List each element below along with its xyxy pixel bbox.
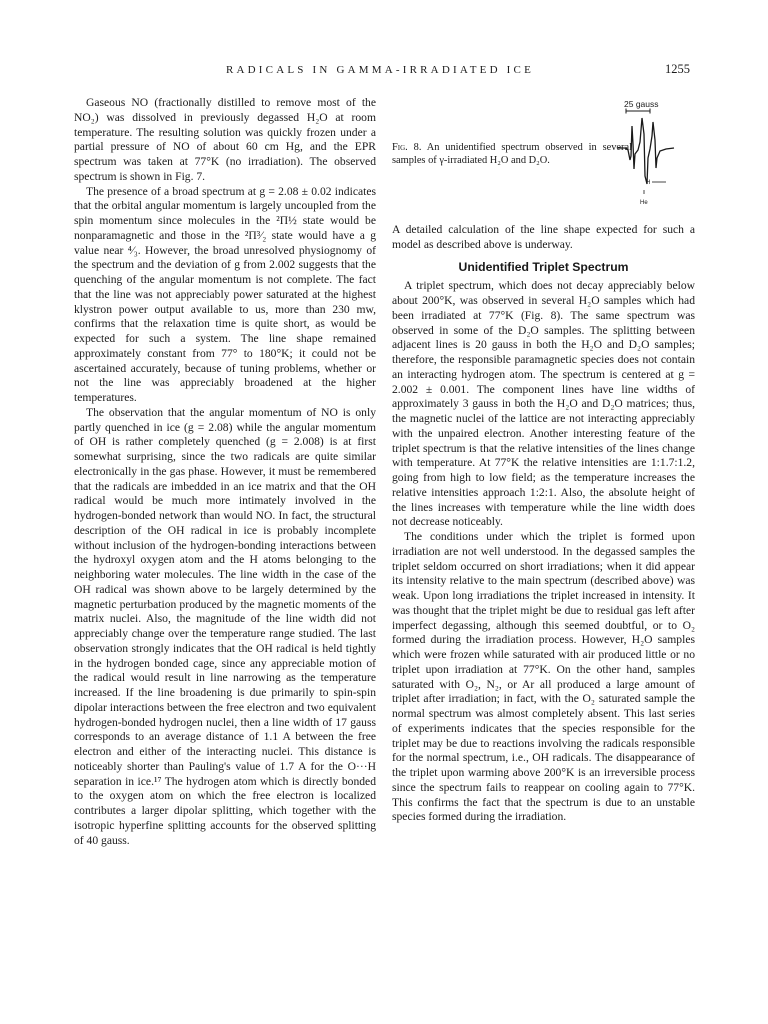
he-marker: He <box>640 200 648 206</box>
paragraph: The presence of a broad spectrum at g = 2.08 ± 0.02 indicates that the orbital angular momentum is largely uncoupled from the spin momentum since molecules in the ²Π½ state would be nonparamagnetic and those in the ²Π³⁄₂ state would have a g value near ⁴⁄₃. However, the broad unresolved physiognomy of the spectrum and the deviation of g from 2.002 suggests that the quenching of the angular momentum is not complete. The fact that the line was not appreciably power saturated at the highest klystron power output available to us, more than 230 mw, confirms that the relaxation time is quite short, as would be expected for such a system. The line shape remained approximately constant from 77° to 180°K; it could not be ascertained accurately, because of tuning problems, whether or not the line was appreciably broadened at the higher temperatures. <box>74 184 376 404</box>
paragraph: The conditions under which the triplet is formed upon irradiation are not well understood. In the degassed samples the triplet seldom occurred on short irradiations; when it did appear its intensity relative to the main spectrum (described above) was weak. Upon long irradiations the triplet increased in intensity. It was thought that the triplet might be due to residual gas left after imperfect degassing, although this seemed doubtful, or to O₂ formed during the irradiation process. However, H₂O samples which were frozen while saturated with air produced little or no triplet upon irradiation at 77°K. On the other hand, samples saturated with O₂, N₂, or Ar all produced a large amount of triplet after irradiation; in fact, with the O₂ saturated sample the normal spectrum was almost completely absent. This last series of experiments indicates that the species responsible for the triplet may be due to reactions involving the radicals responsible for the normal spectrum, i.e., OH radicals. The disappearance of the triplet upon warming above 200°K is an irreversible process since the spectrum fails to reappear on cooling again to 77°K. This confirms the fact that the spectrum is due to an unstable species formed during the irradiation. <box>392 530 695 824</box>
right-column <box>392 223 695 825</box>
h-marker: H <box>646 180 651 186</box>
page-number: 1255 <box>665 62 690 76</box>
section-heading: Unidentified Triplet Spectrum <box>458 259 629 274</box>
figure-8 <box>392 96 704 218</box>
spectrum-trace <box>618 118 674 184</box>
left-column <box>74 96 376 848</box>
figure-caption <box>392 142 632 167</box>
scale-label: 25 gauss <box>624 99 659 109</box>
figure-caption-lead: Fig. 8. <box>392 142 422 153</box>
paragraph: Gaseous NO (fractionally distilled to remove most of the NO₂) was dissolved in previously degassed H₂O at room temperature. The resulting solution was quickly frozen under a partial pressure of NO of about 60 cm Hg, and the EPR spectrum was taken at 77°K (no irradiation). The observed spectrum is shown in Fig. 7. <box>74 96 376 183</box>
paragraph: The observation that the angular momentum of NO is only partly quenched in ice (g = 2.08) while the angular momentum of OH is rather completely quenched (g = 2.008) is at first somewhat surprising, since the two radicals are quite similar electronically in the gas phase. However, it must be remembered that the radicals are imbedded in an ice matrix and that the OH radical would be much more intimately involved in the hydrogen-bonded network than would NO. In fact, the structural description of the OH radical in ice is probably incomplete without inclusion of the hydrogen-bonding interactions between the hydroxyl oxygen atom and the H atoms belonging to the neighboring water molecules. The line width in the case of the OH radical was shown above to be largely determined by the magnetic perturbation produced by the magnetic moments of the matrix nuclei. Also, the magnitude of the line width did not appreciably change over the temperature range studied. The last observation strongly indicates that the OH radical is held tightly in the hydrogen bonded cage, since any appreciable motion of the radical would result in line narrowing as the temperature increased. If the line broadening is due primarily to spin-spin dipolar interactions between the free electron and two equivalent hydrogen-bonded hydrogen nuclei, then a line width of 17 gauss corresponds to an average distance of 1.1 A between the free electron and either of the interacting nuclei. This distance is noticeably shorter than Pauling's value of 1.7 A for the O···H separation in ice.¹⁷ The hydrogen atom which is directly bonded to the oxygen atom on which the free electron is localized contributes a larger dipolar splitting, which together with the isotropic hyperfine splitting accounts for the observed splitting of 40 gauss. <box>74 405 376 847</box>
epr-spectrum <box>618 96 714 218</box>
paragraph: A detailed calculation of the line shape expected for such a model as described above is underway. <box>392 223 695 251</box>
running-head: RADICALS IN GAMMA-IRRADIATED ICE <box>225 64 535 76</box>
figure-caption-text: An unidentified spectrum observed in several samples of γ-irradiated H₂O and D₂O. <box>392 142 632 166</box>
paragraph: A triplet spectrum, which does not decay appreciably below about 200°K, was observed in several H₂O samples which had been irradiated at 77°K (Fig. 8). The same spectrum was observed in some of the D₂O samples. The splitting between adjacent lines is 20 gauss in both the H₂O and D₂O samples; therefore, the responsible paramagnetic species does not contain an interacting hydrogen atom. The spectrum is centered at g = 2.002 ± 0.001. The component lines have line widths of approximately 3 gauss in both the H₂O and D₂O matrices; thus, the magnetic nuclei of the lattice are not interacting appreciably with the unpaired electron. Another interesting feature of the triplet spectrum is that the relative intensities of the lines change with temperature. At 77°K the relative intensities are 1:1.7:1.2, going from high to low field; as the temperature increases the relative intensities approach 1:2:1. Also, the absolute height of the lines increases with temperature while the line width does not decrease noticeably. <box>392 279 695 529</box>
